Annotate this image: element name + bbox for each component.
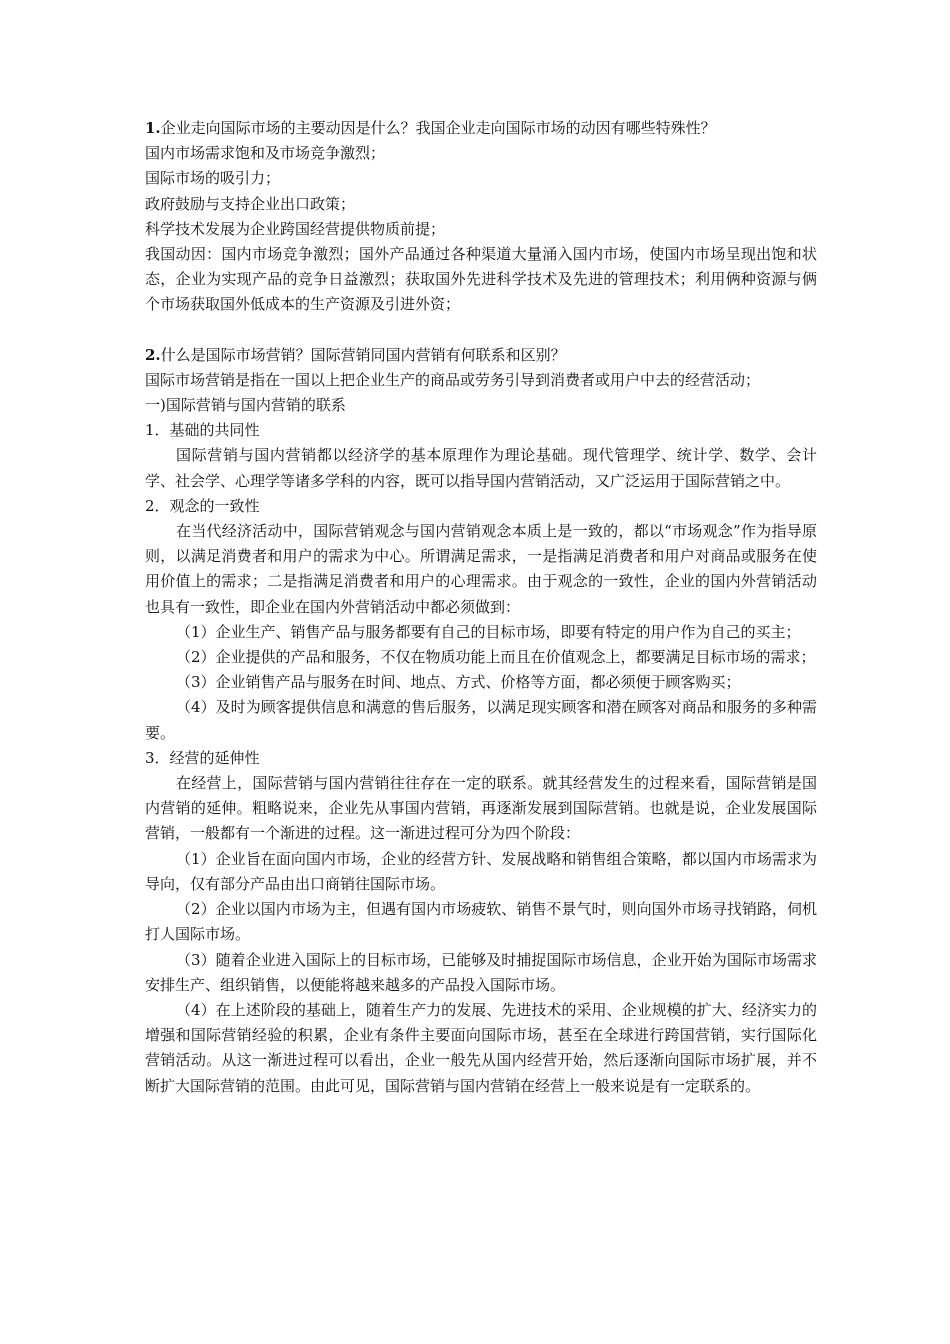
subsection-2-body: 在当代经济活动中，国际营销观念与国内营销观念本质上是一致的，都以“市场观念”作为指导原则，以满足消费者和用户的需求为中心。所谓满足需求，一是指满足消费者和用户对商品或服务在使用价值上的需求；二是指满足消费者和用户的心理需求。由于观念的一致性，企业的国内外营销活动也具有一致性，即企业在国内外营销活动中都必须做到： [145,522,817,616]
question-1-number: 1. [145,119,161,137]
q1-line-2: 国际市场的吸引力； [145,169,281,188]
subsection-1-heading: 1．基础的共同性 [145,421,260,440]
subsection-2-item-2: （2）企业提供的产品和服务，不仅在物质功能上而且在价值观念上，都要满足目标市场的需求； [176,648,816,667]
question-1-text: 企业走向国际市场的主要动因是什么？我国企业走向国际市场的动因有哪些特殊性？ [160,119,716,137]
subsection-3-item-1: （1）企业旨在面向国内市场，企业的经营方针、发展战略和销售组合策略，都以国内市场需求为导向，仅有部分产品由出口商销往国际市场。 [145,849,817,893]
q1-line-5: 我国动因：国内市场竞争激烈；国外产品通过各种渠道大量涌入国内市场，使国内市场呈现出饱和状态，企业为实现产品的竞争日益激烈；获取国外先进科学技术及先进的管理技术；利用俩种资源与俩个市场获取国外低成本的生产资源及引进外资； [145,245,817,314]
subsection-3-body: 在经营上，国际营销与国内营销往往存在一定的联系。就其经营发生的过程来看，国际营销是国内营销的延伸。粗略说来，企业先从事国内营销，再逐渐发展到国际营销。也就是说，企业发展国际营销，一般都有一个渐进的过程。这一渐进过程可分为四个阶段： [145,774,817,843]
subsection-1-body: 国际营销与国内营销都以经济学的基本原理作为理论基础。现代管理学、统计学、数学、会计学、社会学、心理学等诸多学科的内容，既可以指导国内营销活动，又广泛运用于国际营销之中。 [145,446,817,490]
subsection-3-item-2: （2）企业以国内市场为主，但遇有国内市场疲软、销售不景气时，则向国外市场寻找销路，伺机打人国际市场。 [145,900,817,944]
subsection-2-item-1: （1）企业生产、销售产品与服务都要有自己的目标市场，即要有特定的用户作为自己的买主； [176,622,801,641]
question-2-text: 什么是国际市场营销？国际营销同国内营销有何联系和区别？ [160,345,566,364]
q1-line-4: 科学技术发展为企业跨国经营提供物质前提； [145,219,446,238]
question-1-title [145,116,817,141]
subsection-2-heading: 2．观念的一致性 [145,496,260,515]
subsection-3-heading: 3．经营的延伸性 [145,748,260,767]
q2-definition: 国际市场营销是指在一国以上把企业生产的商品或劳务引导到消费者或用户中去的经营活动； [145,370,761,389]
q1-line-1: 国内市场需求饱和及市场竞争激烈； [145,144,386,163]
subsection-2-item-3: （3）企业销售产品与服务在时间、地点、方式、价格等方面，都必须便于顾客购买； [176,673,741,692]
question-2-number: 2. [145,345,161,364]
paragraph-gap [145,318,817,343]
subsection-2-item-4: （4）及时为顾客提供信息和满意的售后服务，以满足现实顾客和潜在顾客对商品和服务的多种需要。 [145,698,817,742]
subsection-3-item-3: （3）随着企业进入国际上的目标市场，已能够及时捕捉国际市场信息，企业开始为国际市场需求安排生产、组织销售，以便能将越来越多的产品投入国际市场。 [145,950,817,994]
q1-line-3: 政府鼓励与支持企业出口政策； [145,194,356,213]
q2-section-1-heading: 一)国际营销与国内营销的联系 [145,396,346,415]
question-2-title [145,343,817,368]
document-page [145,116,817,1099]
subsection-3-item-4: （4）在上述阶段的基础上，随着生产力的发展、先进技术的采用、企业规模的扩大、经济实力的增强和国际营销经验的积累，企业有条件主要面向国际市场，甚至在全球进行跨国营销，实行国际化营销活动。从这一渐进过程可以看出，企业一般先从国内经营开始，然后逐渐向国际市场扩展，并不断扩大国际营销的范围。由此可见，国际营销与国内营销在经营上一般来说是有一定联系的。 [145,1000,817,1095]
